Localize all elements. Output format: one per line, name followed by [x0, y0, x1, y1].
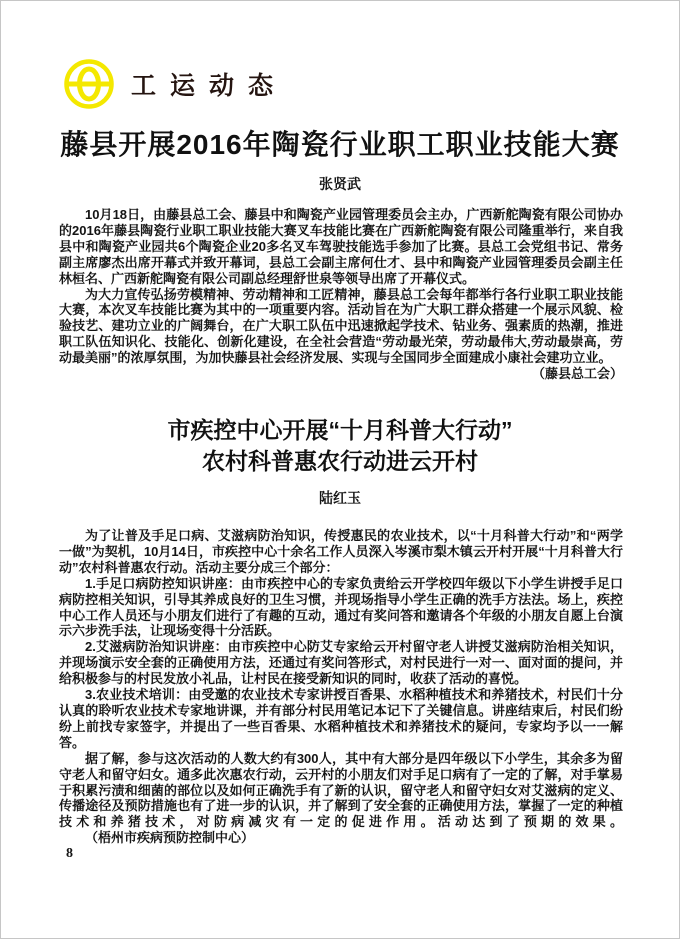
article2-title-line1: 市疾控中心开展“十月科普大行动” — [167, 417, 513, 443]
article1-paragraph: 10月18日，由藤县总工会、藤县中和陶瓷产业园管理委员会主办，广西新舵陶瓷有限公司协办的2016年藤县陶瓷行业职工职业技能大赛叉车技能比赛在广西新舵陶瓷有限公司隆重举行，来自我县中和陶瓷产业园共6个陶瓷企业20多名叉车驾驶技能选手参加了比赛。县总工会党组书记、常务副主席廖杰出席开幕式并致开幕词，县总工会副主席何仕才、县中和陶瓷产业园管理委员会副主任林桓名、广西新舵陶瓷有限公司副总经理舒世泉等领导出席了开幕仪式。 — [59, 207, 623, 286]
article2-last-paragraph-text: 据了解，参与这次活动的人数大约有300人，其中有大部分是四年级以下小学生，其余多为留守老人和留守妇女。通多此次惠农行动，云开村的小朋友们对手足口病有了一定的了解，对手掌易于积累污渍和细菌的部位以及如何正确洗手有了新的认识，留守老人和留守妇女对艾滋病的定义、传播途径及预防措施也有了进一步的认识，并了解到了安全套的正确使用方法，掌握了一定的种植技术和养猪技术，对防病减灾有一定的促进作用。活动达到了预期的效果。 — [59, 750, 623, 830]
article2-title — [1, 415, 679, 477]
article1-body — [59, 207, 623, 382]
masthead-title: 工运动态 — [131, 73, 288, 100]
article1-author: 张贤武 — [319, 176, 361, 192]
article2-paragraph: 为了让普及手足口病、艾滋病防治知识，传授惠民的农业技术，以“十月科普大行动”和“两学一做”为契机，10月14日，市疾控中心十余名工作人员深入岑溪市梨木镇云开村开展“十月科普大行动”农村科普惠农行动。活动主要分成三个部分： — [59, 528, 623, 575]
article1-attribution: （藤县总工会） — [531, 366, 623, 382]
article2-paragraph: 3.农业技术培训：由受邀的农业技术专家讲授百香果、水稻种植技术和养猪技术，村民们十分认真的聆听农业技术专家地讲课，并有部分村民用笔记本记下了关键信息。讲座结束后，村民们纷纷上前找专家签字，并提出了一些百香果、水稻种植技术和养猪技术的疑问，专家均予以一一解答。 — [59, 687, 623, 750]
article2-paragraph — [59, 751, 623, 846]
article2-author: 陆红玉 — [319, 490, 361, 506]
page-number: 8 — [66, 846, 73, 861]
article2-paragraph: 1.手足口病防控知识讲座：由市疾控中心的专家负责给云开学校四年级以下小学生讲授手足口病防控相关知识，引导其养成良好的卫生习惯，并现场指导小学生正确的洗手方法法。场上，疾控中心工作人员还与小朋友们进行了有趣的互动，通过有奖问答和邀请各个年级的小朋友自愿上台演示六步洗手法，让现场变得十分活跃。 — [59, 575, 623, 639]
article2-attribution: （梧州市疾病预防控制中心） — [91, 830, 255, 846]
article1-title: 藤县开展2016年陶瓷行业职工职业技能大赛 — [60, 129, 620, 160]
masthead-header — [63, 58, 287, 110]
article2-paragraph: 2.艾滋病防治知识讲座：由市疾控中心防艾专家给云开村留守老人讲授艾滋病防治相关知识，并现场演示安全套的正确使用方法，还通过有奖问答形式，对村民进行一对一、面对面的提问，并给积极参与的村民发放小礼品，让村民在接受新知识的同时，收获了活动的喜悦。 — [59, 639, 623, 687]
article2-body — [59, 528, 623, 846]
trade-union-emblem-icon — [63, 58, 115, 110]
article1-paragraph: 为大力宣传弘扬劳模精神、劳动精神和工匠精神，藤县总工会每年都举行各行业职工职业技能大赛，本次叉车技能比赛为其中的一项重要内容。活动旨在为广大职工群众搭建一个展示风貌、检验技艺、建功立业的广阔舞台，在广大职工队伍中迅速掀起学技术、钻业务、强素质的热潮，推进职工队伍知识化、技能化、创新化建设，在全社会营造“劳动最光荣，劳动最伟大,劳动最崇高，劳动最美丽”的浓厚氛围，为加快藤县社会经济发展、实现与全国同步全面建成小康社会建功立业。 — [59, 286, 623, 366]
article2-title-line2: 农村科普惠农行动进云开村 — [202, 448, 478, 474]
